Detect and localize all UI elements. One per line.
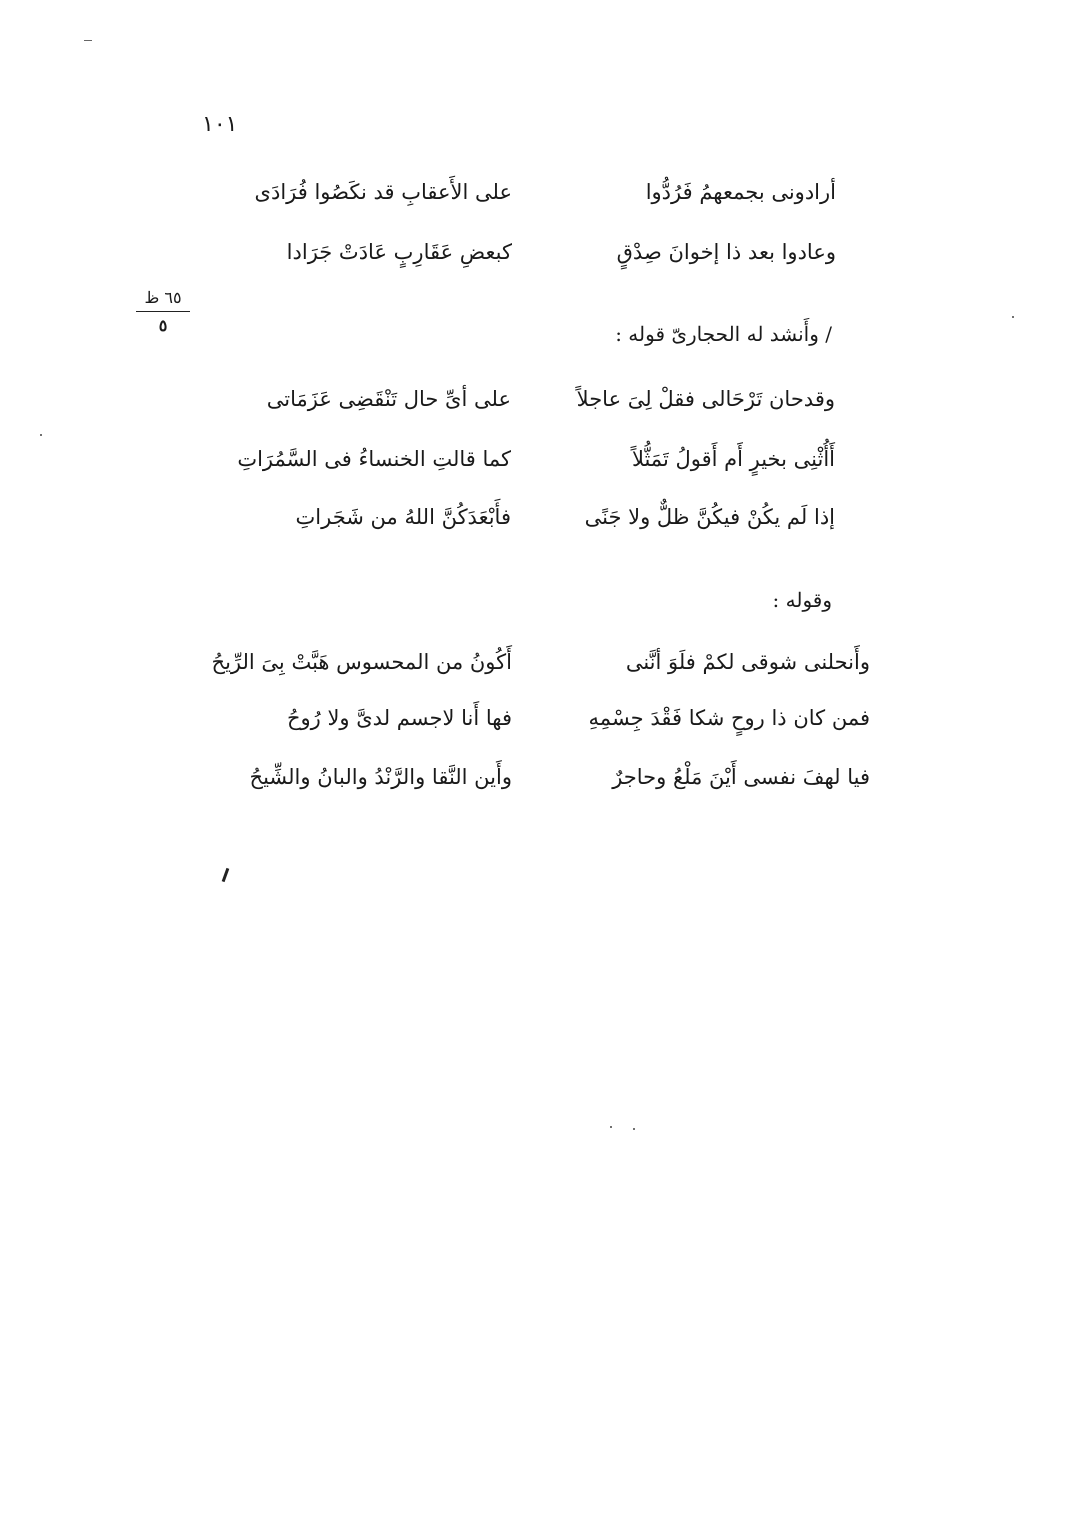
verse-hemistich-right: فمن كان ذا روحٍ شكا فَقْدَ جِسْمِهِ bbox=[588, 706, 870, 730]
verse-hemistich-left: على الأَعقابِ قد نكَصُوا فُرَادَى bbox=[254, 180, 512, 204]
ink-mark bbox=[222, 868, 230, 882]
verse-hemistich-right: فيا لهفَ نفسى أَيْنَ مَلْعُ وحاجرٌ bbox=[612, 765, 870, 789]
scan-speck bbox=[40, 434, 42, 436]
page-number: ١٠١ bbox=[202, 112, 238, 137]
verse-hemistich-right: وقدحان تَرْحَالى فقلْ لِىَ عاجلاً bbox=[576, 387, 835, 411]
verse-hemistich-left: كما قالتِ الخنساءُ فى السَّمُرَاتِ bbox=[237, 447, 511, 471]
verse-line bbox=[198, 650, 870, 680]
verse-hemistich-left: وأَين النَّقا والرَّنْدُ والبانُ والشِّيحُ bbox=[249, 765, 512, 789]
verse-hemistich-right: أرادونى بجمعهمُ فَرُدُّوا bbox=[645, 180, 836, 204]
folio-number: ٥ bbox=[158, 316, 168, 335]
verse-hemistich-right: إذا لَم يكُنْ فيكُنَّ ظلٌّ ولا جَنًى bbox=[584, 505, 835, 529]
verse-hemistich-left: فها أَنا لاجسم لدىَّ ولا رُوحُ bbox=[286, 706, 512, 730]
verse-hemistich-left: أَكُونُ من المحسوس هَبَّتْ بِىَ الرِّيحُ bbox=[211, 650, 512, 674]
scan-mark bbox=[84, 40, 92, 41]
poem-introduction: / وأَنشد له الحجارىّ قوله : bbox=[615, 322, 832, 346]
scan-speck bbox=[610, 1126, 612, 1128]
poem-introduction: وقوله : bbox=[772, 588, 832, 612]
verse-hemistich-left: كبعضِ عَقَارِبٍ عَادَتْ جَرَادا bbox=[286, 240, 512, 264]
verse-line bbox=[230, 180, 836, 210]
verse-line bbox=[230, 240, 836, 270]
folio-label: ٦٥ ظ bbox=[136, 288, 190, 312]
margin-folio-reference bbox=[136, 288, 190, 335]
verse-line bbox=[198, 765, 870, 795]
verse-line bbox=[215, 505, 835, 535]
verse-hemistich-left: فأَبْعَدَكُنَّ اللهُ من شَجَراتِ bbox=[295, 505, 511, 529]
verse-line bbox=[215, 387, 835, 417]
verse-hemistich-right: وعادوا بعد ذا إخوانَ صِدْقٍ bbox=[616, 240, 836, 264]
verse-hemistich-right: أَأُثْنِى بخيرٍ أَم أَقولُ تَمَثُّلاً bbox=[631, 447, 835, 471]
verse-line bbox=[215, 447, 835, 477]
verse-hemistich-right: وأَنحلنى شوقى لكمْ فلَوَ أنَّنى bbox=[625, 650, 870, 674]
verse-hemistich-left: على أىِّ حال تَنْقَضِى عَزَمَاتى bbox=[266, 387, 511, 411]
verse-line bbox=[198, 706, 870, 736]
scan-speck bbox=[1012, 316, 1014, 318]
scan-speck bbox=[633, 1128, 635, 1130]
